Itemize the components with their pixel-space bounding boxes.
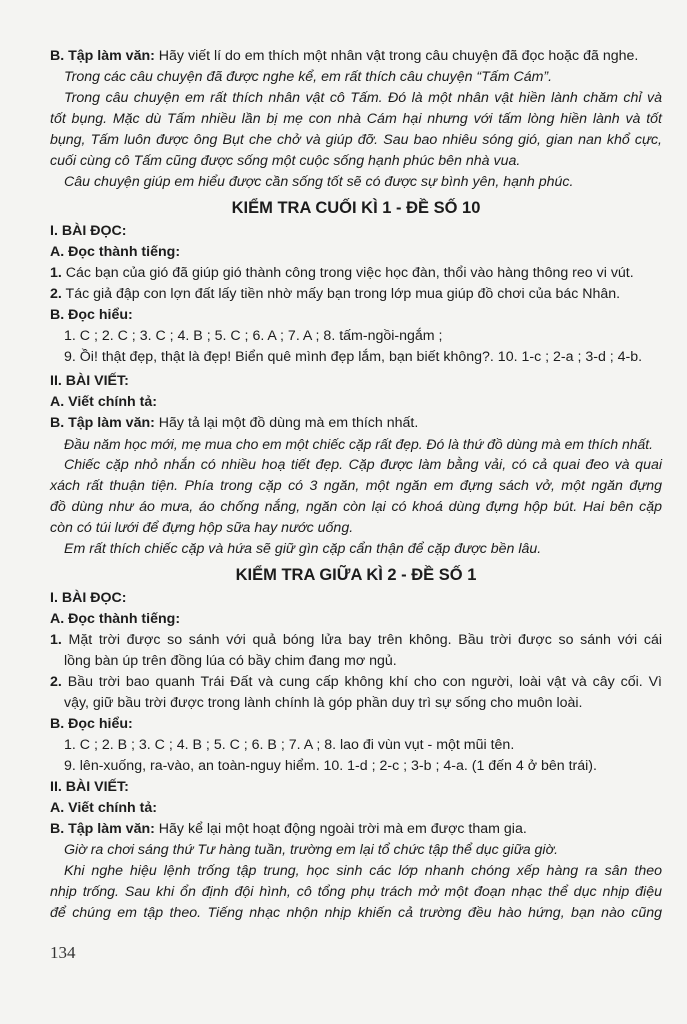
item-number: 2. — [50, 286, 62, 302]
answer-line: 1. C ; 2. B ; 3. C ; 4. B ; 5. C ; 6. B ; 7. A ; 8. lao đi vùn vụt - một mũi tên. — [64, 737, 515, 753]
part-heading: I. BÀI ĐỌC: — [50, 223, 127, 239]
prompt-text: Hãy tả lại một đồ dùng mà em thích nhất. — [154, 415, 419, 431]
subpart-heading: B. Đọc hiểu: — [50, 307, 133, 323]
part-heading: I. BÀI ĐỌC: — [50, 590, 127, 606]
essay-line: Em rất thích chiếc cặp và hứa sẽ giữ gìn cặp cẩn thận để cặp được bền lâu. — [64, 541, 542, 557]
answer-line: 9. lên-xuống, ra-vào, an toàn-nguy hiểm. 10. 1-d ; 2-c ; 3-b ; 4-a. (1 đến 4 ở bên trái). — [64, 758, 597, 774]
subpart-heading: A. Đọc thành tiếng: — [50, 611, 181, 627]
essay-line: đồ dùng như áo mưa, áo chống nắng, ngăn còn lại có khoá dùng đựng hộp bút. Hai bên cặp — [50, 499, 662, 515]
answer-item — [50, 284, 662, 305]
item-text: Mặt trời được so sánh với quả bóng lửa bay trên không. Bầu trời được so sánh với cái — [61, 632, 662, 648]
answer-item — [50, 630, 662, 651]
subpart-heading: A. Viết chính tả: — [50, 394, 157, 410]
essay-line: cuối cùng cô Tấm cũng được sống một cuộc sống hạnh phúc bên nhà vua. — [50, 153, 521, 169]
part-heading: II. BÀI VIẾT: — [50, 779, 129, 795]
prompt-label: B. Tập làm văn: — [50, 415, 155, 431]
answer-item — [50, 672, 662, 693]
page-number: 134 — [50, 943, 76, 962]
item-text: Bầu trời bao quanh Trái Đất và cung cấp không khí cho con người, loài vật và cây cối. Vì — [61, 674, 662, 690]
section-title: KIỂM TRA GIỮA KÌ 2 - ĐỀ SỐ 1 — [235, 566, 477, 584]
prompt-label: B. Tập làm văn: — [50, 48, 155, 64]
essay-line: Trong các câu chuyện đã được nghe kể, em rất thích câu chuyện “Tấm Cám”. — [64, 69, 553, 85]
prompt-label: B. Tập làm văn: — [50, 821, 155, 837]
item-text: Tác giả đập con lợn đất lấy tiền nhờ mấy bạn trong lớp mua giúp đồ chơi của bác Nhân. — [61, 286, 621, 302]
part-heading: II. BÀI VIẾT: — [50, 373, 129, 389]
essay-line: Khi nghe hiệu lệnh trống tập trung, học sinh các lớp nhanh chóng xếp hàng ra sân theo — [64, 863, 662, 879]
essay-line: Giờ ra chơi sáng thứ Tư hàng tuần, trường em lại tổ chức tập thể dục giữa giờ. — [64, 842, 559, 858]
essay-line: Đầu năm học mới, mẹ mua cho em một chiếc cặp rất đẹp. Đó là thứ đồ dùng mà em thích nhất. — [64, 436, 653, 452]
answer-item-cont: lồng bàn úp trên đồng lúa có bầy chim đang mơ ngủ. — [64, 653, 397, 669]
essay-line: còn có túi lưới để đựng hộp sữa hay nước uống. — [50, 520, 354, 536]
essay-line: để chúng em tập theo. Tiếng nhạc nhộn nhịp khiến cả trường đều hào hứng, bạn nào cũng — [50, 905, 662, 921]
essay-line: bụng, Tấm luôn được ông Bụt che chở và giúp đỡ. Sau bao nhiêu sóng gió, gian nan khổ cực, — [50, 132, 662, 148]
subpart-heading: B. Đọc hiểu: — [50, 716, 133, 732]
prompt-text: Hãy viết lí do em thích một nhân vật trong câu chuyện đã đọc hoặc đã nghe. — [154, 48, 639, 64]
subpart-heading: A. Đọc thành tiếng: — [50, 244, 181, 260]
essay-line: Câu chuyện giúp em hiểu được cần sống tốt sẽ có được sự bình yên, hạnh phúc. — [64, 174, 574, 190]
item-number: 1. — [50, 265, 62, 281]
prompt-text: Hãy kể lại một hoạt động ngoài trời mà em được tham gia. — [154, 821, 527, 837]
answer-item — [50, 263, 662, 284]
item-number: 1. — [50, 632, 62, 648]
essay-line: Trong câu chuyện em rất thích nhân vật cô Tấm. Đó là một nhân vật hiền lành chăm chỉ và — [64, 90, 662, 106]
essay-line: nhịp trống. Sau khi ổn định đội hình, cô tổng phụ trách mở một đoạn nhạc thể dục nhịp điệu — [50, 884, 662, 900]
subpart-heading: A. Viết chính tả: — [50, 800, 157, 816]
answer-line: 1. C ; 2. C ; 3. C ; 4. B ; 5. C ; 6. A ; 7. A ; 8. tấm-ngồi-ngắm ; — [64, 328, 443, 344]
answer-item-cont: vậy, giữ bầu trời được trong lành chính là góp phần duy trì sự sống cho muôn loài. — [64, 695, 583, 711]
section-title: KIỂM TRA CUỐI KÌ 1 - ĐỀ SỐ 10 — [231, 199, 481, 217]
answer-line: 9. Ồi! thật đẹp, thật là đẹp! Biển quê mình đẹp lắm, bạn biết không?. 10. 1-c ; 2-a ; 3-d ; 4-b. — [64, 349, 643, 365]
essay-prompt — [50, 46, 662, 67]
essay-prompt — [50, 819, 662, 840]
essay-line: xách rất thuận tiện. Phía trong cặp có 3 ngăn, một ngăn em đựng sách vở, một ngăn đựng — [50, 478, 662, 494]
essay-prompt — [50, 413, 662, 434]
item-number: 2. — [50, 674, 62, 690]
essay-line: tốt bụng. Mặc dù Tấm nhiều lần bị mẹ con nhà Cám hại nhưng với tấm lòng hiền lành và tốt — [50, 111, 662, 127]
item-text: Các bạn của gió đã giúp gió thành công trong việc học đàn, thổi vào hàng thông reo vi vút. — [61, 265, 634, 281]
page-content — [50, 46, 662, 924]
essay-line: Chiếc cặp nhỏ nhắn có nhiều hoạ tiết đẹp. Cặp được làm bằng vải, có cả quai đeo và quai — [64, 457, 662, 473]
